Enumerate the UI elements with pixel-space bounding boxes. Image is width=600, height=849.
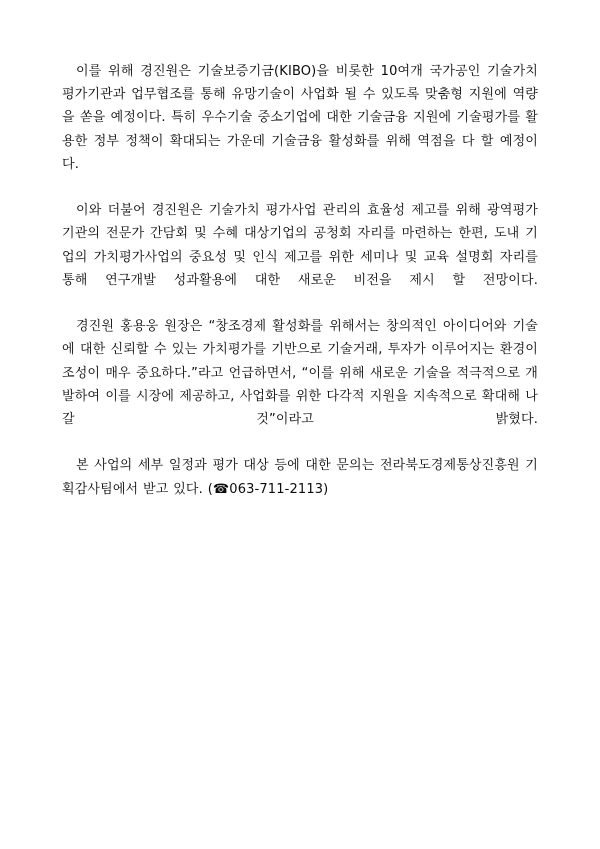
paragraph-1: 이를 위해 경진원은 기술보증기금(KIBO)을 비롯한 10여개 국가공인 기술가치 평가기관과 업무협조를 통해 유망기술이 사업화 될 수 있도록 맞춤형 지원에 역량을 쏟을 예정이다. 특히 우수기술 중소기업에 대한 기술금융 지원에 기술평가를 활용한 정부 정책이 확대되는 가운데 기술금융 활성화를 위해 역점을 다 할 예정이다. [62, 64, 538, 172]
document-body [62, 60, 538, 501]
paragraph-4: 본 사업의 세부 일정과 평가 대상 등에 대한 문의는 전라북도경제통상진흥원 기획감사팀에서 받고 있다. (☎063-711-2113) [62, 458, 538, 497]
paragraph-2: 이와 더불어 경진원은 기술가치 평가사업 관리의 효율성 제고를 위해 광역평가기관의 전문가 간담회 및 수혜 대상기업의 공청회 자리를 마련하는 한편, 도내 기업의 가치평가사업의 중요성 및 인식 제고를 위한 세미나 및 교육 설명회 자리를 통해 연구개발 성과활용에 대한 새로운 비전을 제시 할 전망이다. [62, 203, 538, 288]
paragraph-3: 경진원 홍용웅 원장은 “창조경제 활성화를 위해서는 창의적인 아이디어와 기술에 대한 신뢰할 수 있는 가치평가를 기반으로 기술거래, 투자가 이루어지는 환경이 조성이 매우 중요하다.”라고 언급하면서, “이를 위해 새로운 기술을 적극적으로 개발하여 이를 시장에 제공하고, 사업화를 위한 다각적 지원을 지속적으로 확대해 나갈 것”이라고 밝혔다. [62, 319, 538, 428]
